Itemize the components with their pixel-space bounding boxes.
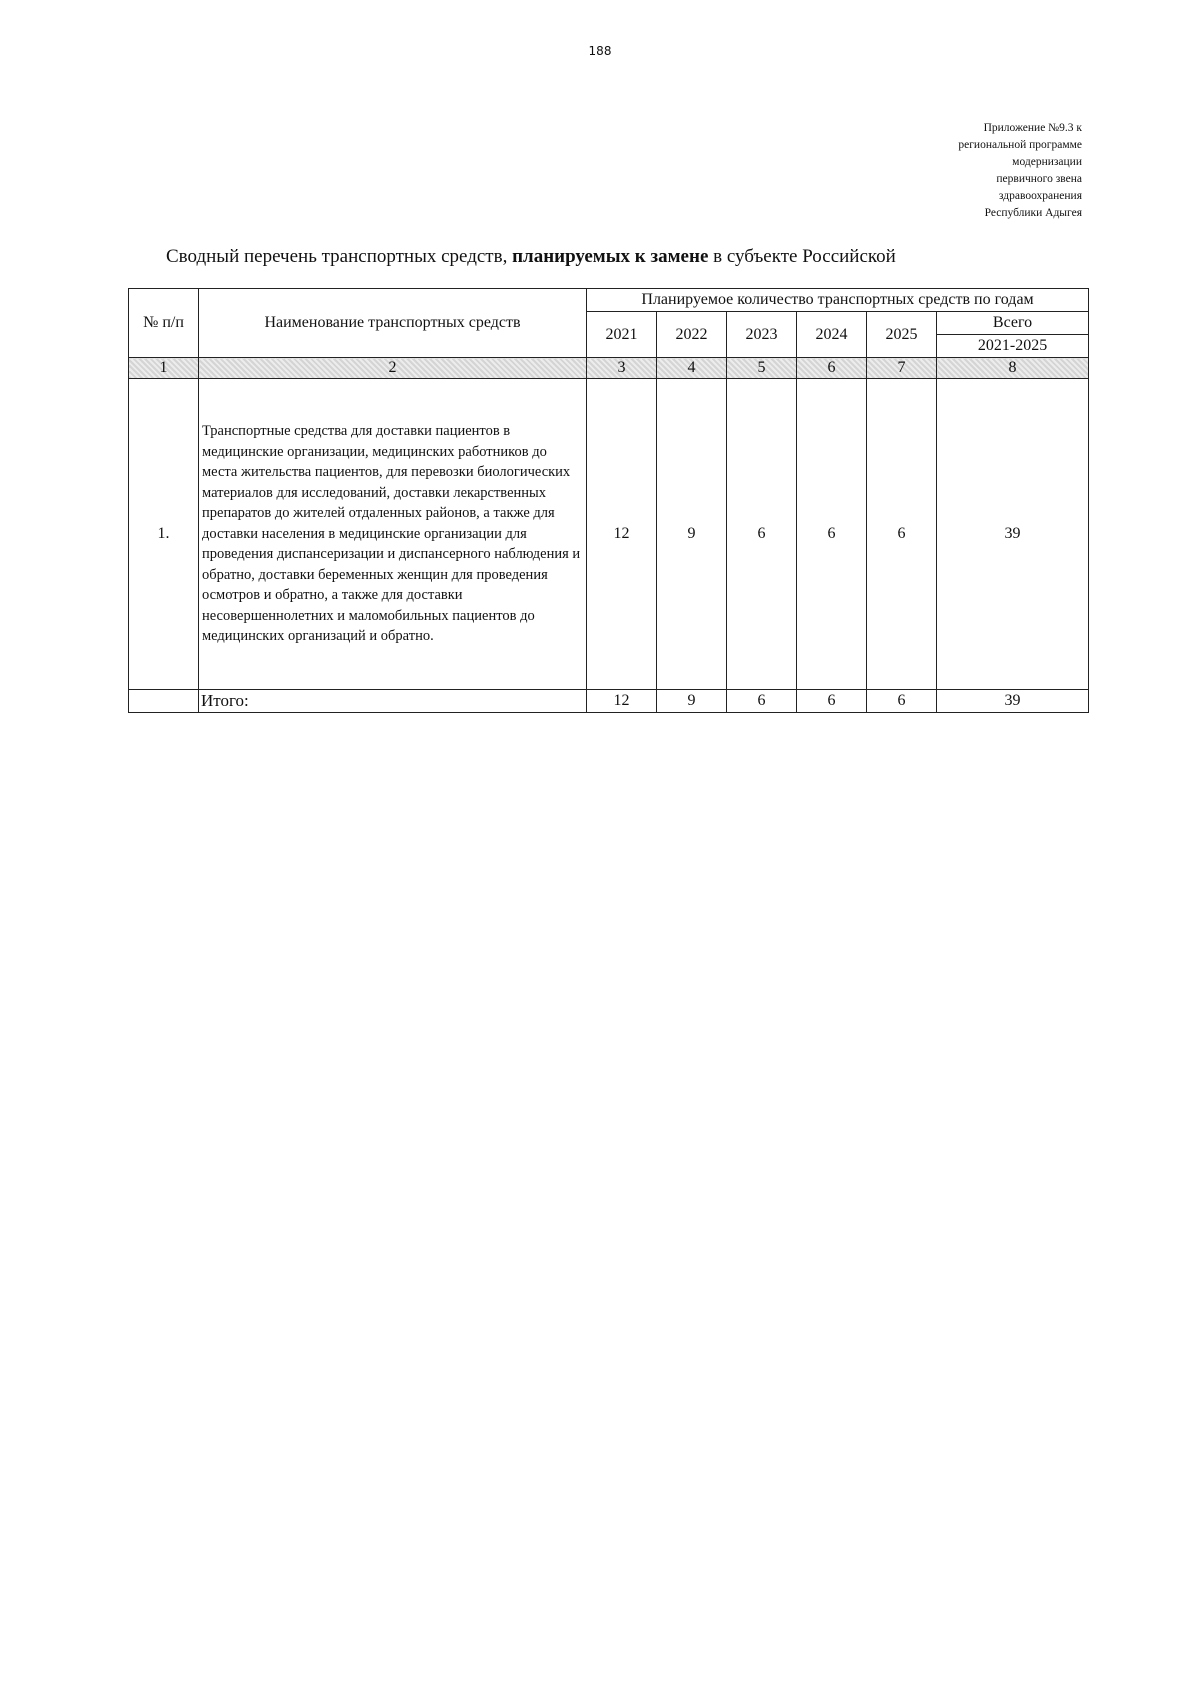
row-number: 1. xyxy=(129,379,199,690)
header-year: 2022 xyxy=(657,312,727,358)
header-year: 2024 xyxy=(797,312,867,358)
appendix-line: модернизации xyxy=(1012,156,1082,168)
header-total-range: 2021-2025 xyxy=(937,335,1089,358)
header-planned: Планируемое количество транспортных средств по годам xyxy=(587,289,1089,312)
totals-value: 6 xyxy=(727,690,797,713)
totals-row xyxy=(129,690,1089,713)
header-year: 2023 xyxy=(727,312,797,358)
row-value: 6 xyxy=(727,379,797,690)
column-number: 8 xyxy=(937,358,1089,379)
column-number: 6 xyxy=(797,358,867,379)
document-title xyxy=(166,246,896,268)
appendix-line: Республики Адыгея xyxy=(984,207,1082,219)
header-name: Наименование транспортных средств xyxy=(199,289,587,358)
row-value: 9 xyxy=(657,379,727,690)
row-value: 6 xyxy=(797,379,867,690)
appendix-line: региональной программе xyxy=(958,139,1082,151)
row-value: 12 xyxy=(587,379,657,690)
column-number: 1 xyxy=(129,358,199,379)
header-year: 2021 xyxy=(587,312,657,358)
column-number: 7 xyxy=(867,358,937,379)
vehicles-table xyxy=(128,288,1089,713)
column-number: 5 xyxy=(727,358,797,379)
column-numbers-row xyxy=(129,358,1089,379)
title-part2: в субъекте Российской xyxy=(708,246,896,267)
totals-value: 6 xyxy=(867,690,937,713)
column-number: 3 xyxy=(587,358,657,379)
header-no: № п/п xyxy=(129,289,199,358)
appendix-line: первичного звена xyxy=(996,173,1082,185)
totals-empty-cell xyxy=(129,690,199,713)
row-total: 39 xyxy=(937,379,1089,690)
appendix-note xyxy=(782,120,1082,222)
header-year: 2025 xyxy=(867,312,937,358)
table-row xyxy=(129,379,1089,690)
title-bold: планируемых к замене xyxy=(512,246,709,267)
title-part1: Сводный перечень транспортных средств, xyxy=(166,246,513,267)
row-value: 6 xyxy=(867,379,937,690)
column-number: 4 xyxy=(657,358,727,379)
row-name: Транспортные средства для доставки пациентов в медицинские организации, медицинских работников до места жительства пациентов, для перевозки биологических материалов для исследований, доставки лекарственных препаратов до жителей отдаленных районов, а также для доставки населения в медицинские организации для проведения диспансеризации и диспансерного наблюдения и обратно, доставки беременных женщин для проведения осмотров и обратно, а также для доставки несовершеннолетних и маломобильных пациентов до медицинских организаций и обратно. xyxy=(199,379,587,690)
totals-value: 6 xyxy=(797,690,867,713)
totals-value: 9 xyxy=(657,690,727,713)
header-total: Всего xyxy=(937,312,1089,335)
appendix-line: здравоохранения xyxy=(998,190,1082,202)
appendix-line: Приложение №9.3 к xyxy=(983,122,1082,134)
totals-value: 12 xyxy=(587,690,657,713)
totals-grand-total: 39 xyxy=(937,690,1089,713)
totals-label: Итого: xyxy=(199,690,587,713)
column-number: 2 xyxy=(199,358,587,379)
page-number: 188 xyxy=(588,44,612,58)
